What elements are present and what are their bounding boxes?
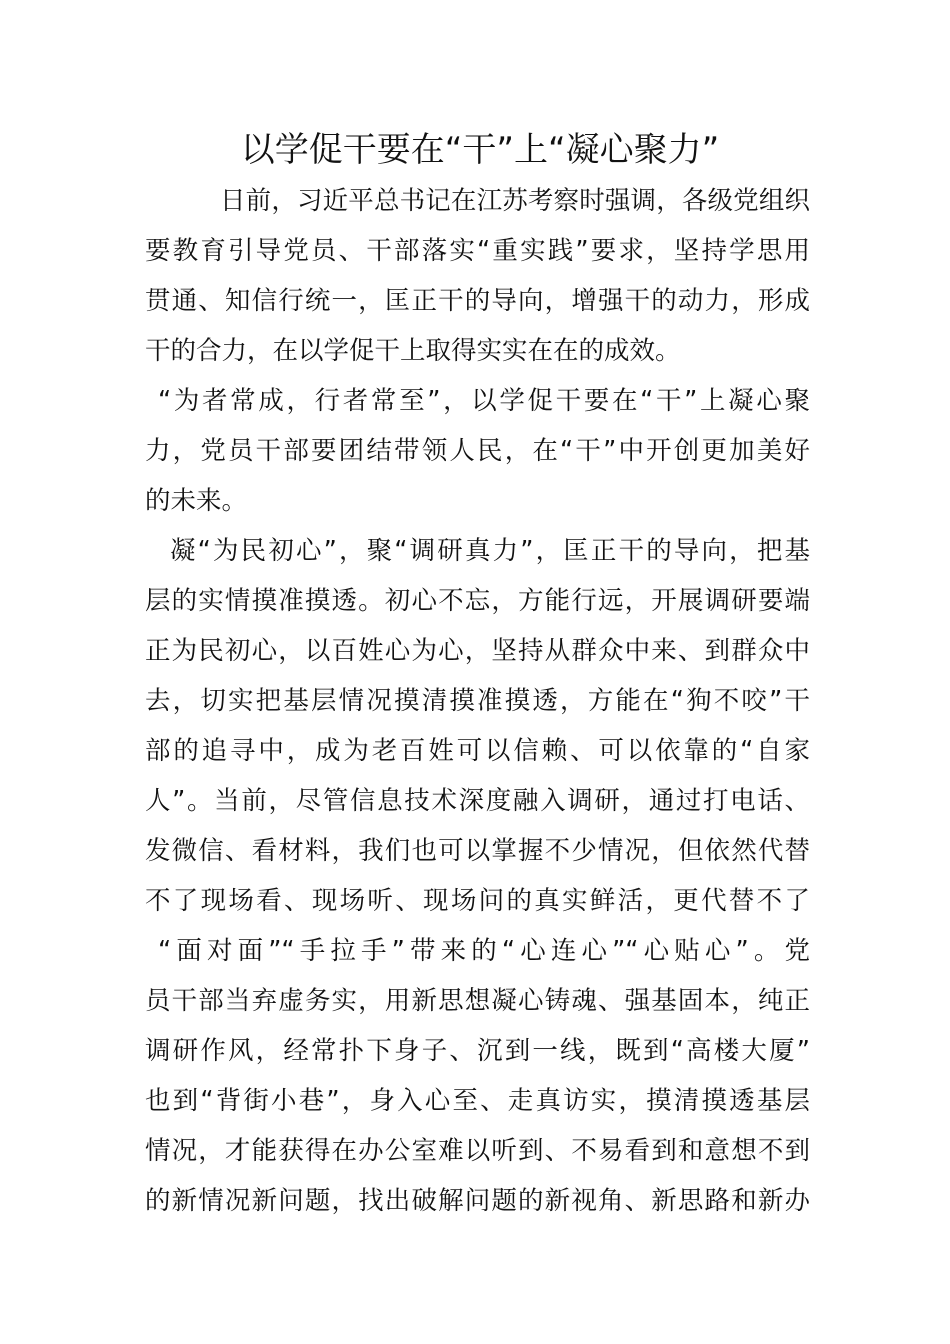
paragraph-line: 力，党员干部要团结带领人民，在“干”中开创更加美好 (145, 436, 810, 466)
paragraph-line: 情况，才能获得在办公室难以听到、不易看到和意想不到 (145, 1136, 810, 1166)
paragraph-line: 不了现场看、现场听、现场问的真实鲜活，更代替不了 (145, 886, 810, 916)
paragraph-line: 要教育引导党员、干部落实“重实践”要求，坚持学思用 (145, 236, 810, 266)
paragraph-line: 发微信、看材料，我们也可以掌握不少情况，但依然代替 (145, 836, 810, 866)
paragraph-line: “为者常成，行者常至”，以学促干要在“干”上凝心聚 (158, 386, 810, 416)
paragraph-line: 调研作风，经常扑下身子、沉到一线，既到“高楼大厦” (145, 1036, 810, 1066)
paragraph-line: 层的实情摸准摸透。初心不忘，方能行远，开展调研要端 (145, 586, 810, 616)
paragraph-line: 的未来。 (145, 486, 248, 516)
paragraph-line: 贯通、知信行统一，匡正干的导向，增强干的动力，形成 (145, 286, 810, 316)
paragraph-line: 员干部当弃虚务实，用新思想凝心铸魂、强基固本，纯正 (145, 986, 810, 1016)
paragraph-line: 部的追寻中，成为老百姓可以信赖、可以依靠的“自家 (145, 736, 810, 766)
paragraph-line: 正为民初心，以百姓心为心，坚持从群众中来、到群众中 (145, 636, 810, 666)
paragraph-line: 人”。当前，尽管信息技术深度融入调研，通过打电话、 (145, 786, 810, 816)
paragraph-line: 干的合力，在以学促干上取得实实在在的成效。 (145, 336, 681, 366)
paragraph-line: 也到“背街小巷”，身入心至、走真访实，摸清摸透基层 (145, 1086, 810, 1116)
paragraph-line: 的新情况新问题，找出破解问题的新视角、新思路和新办 (145, 1186, 810, 1216)
paragraph-line: 去，切实把基层情况摸清摸准摸透，方能在“狗不咬”干 (145, 686, 810, 716)
document-title: 以学促干要在“干”上“凝心聚力” (240, 130, 720, 170)
paragraph-line: 日前，习近平总书记在江苏考察时强调，各级党组织 (220, 186, 810, 216)
paragraph-line: 凝“为民初心”，聚“调研真力”，匡正干的导向，把基 (170, 536, 810, 566)
paragraph-line: “面对面”“手拉手”带来的“心连心”“心贴心”。党 (158, 936, 810, 966)
